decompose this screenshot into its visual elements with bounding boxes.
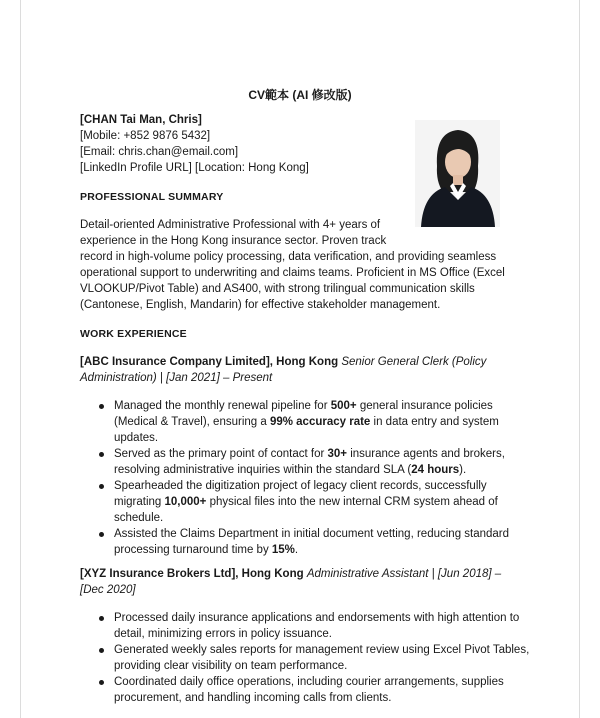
job-dates: Administration) | [Jan 2021] – Present xyxy=(80,372,273,384)
summary-line: record in high-volume policy processing, data verification, and providing seamless xyxy=(80,251,497,263)
email-line: [Email: chris.chan@email.com] xyxy=(80,146,239,158)
job-company: [ABC Insurance Company Limited], Hong Kong xyxy=(80,356,339,368)
list-item: Assisted the Claims Department in initial document vetting, reducing standard processing turnaround time by 15%. xyxy=(114,526,530,558)
job-entry xyxy=(80,354,530,558)
summary-paragraph xyxy=(80,217,530,313)
list-item: Managed the monthly renewal pipeline for 500+ general insurance policies (Medical & Travel), ensuring a 99% accuracy rate in data entry and system updates. xyxy=(114,398,530,446)
job-role: Administrative Assistant | [Jun 2018] – xyxy=(306,568,502,580)
list-item: Processed daily insurance applications and endorsements with high attention to detail, minimizing errors in policy issuance. xyxy=(114,610,530,642)
list-item: Spearheaded the digitization project of legacy client records, successfully migrating 10,000+ physical files into the new internal CRM system ahead of schedule. xyxy=(114,478,530,526)
profile-photo xyxy=(415,120,500,227)
job-header xyxy=(80,566,530,598)
job-dates: [Dec 2020] xyxy=(80,584,136,596)
list-item: Generated weekly sales reports for management review using Excel Pivot Tables, providing clear visibility on team performance. xyxy=(114,644,530,672)
document-title: CV範本 (AI 修改版) xyxy=(248,88,352,102)
cv-content xyxy=(80,84,530,714)
linkedin-location-line: [LinkedIn Profile URL] [Location: Hong Kong] xyxy=(80,162,309,174)
experience-heading: WORK EXPERIENCE xyxy=(80,328,187,340)
job-entry xyxy=(80,566,530,706)
summary-heading: PROFESSIONAL SUMMARY xyxy=(80,191,224,203)
list-item: Coordinated daily office operations, including courier arrangements, supplies procurement, and handling incoming calls from clients. xyxy=(114,674,530,706)
summary-line: experience in the Hong Kong insurance sector. Proven track xyxy=(80,235,387,247)
person-portrait-icon xyxy=(415,120,500,227)
candidate-name: [CHAN Tai Man, Chris] xyxy=(80,114,202,126)
summary-line: (Cantonese, English, Mandarin) for effective stakeholder management. xyxy=(80,299,441,311)
job-header xyxy=(80,354,530,386)
list-item: Served as the primary point of contact for 30+ insurance agents and brokers, resolving administrative inquiries within the standard SLA (24 hours). xyxy=(114,446,530,478)
job-bullet-list xyxy=(80,610,530,706)
summary-line: operational support to underwriting and claims teams. Proficient in MS Office (Excel xyxy=(80,267,505,279)
job-role: Senior General Clerk (Policy xyxy=(341,356,487,368)
summary-line: VLOOKUP/Pivot Table) and AS400, with strong trilingual communication skills xyxy=(80,283,475,295)
summary-line: Detail-oriented Administrative Professional with 4+ years of xyxy=(80,219,381,231)
mobile-line: [Mobile: +852 9876 5432] xyxy=(80,130,211,142)
document-page xyxy=(20,0,580,718)
job-company: [XYZ Insurance Brokers Ltd], Hong Kong xyxy=(80,568,304,580)
job-bullet-list xyxy=(80,398,530,558)
